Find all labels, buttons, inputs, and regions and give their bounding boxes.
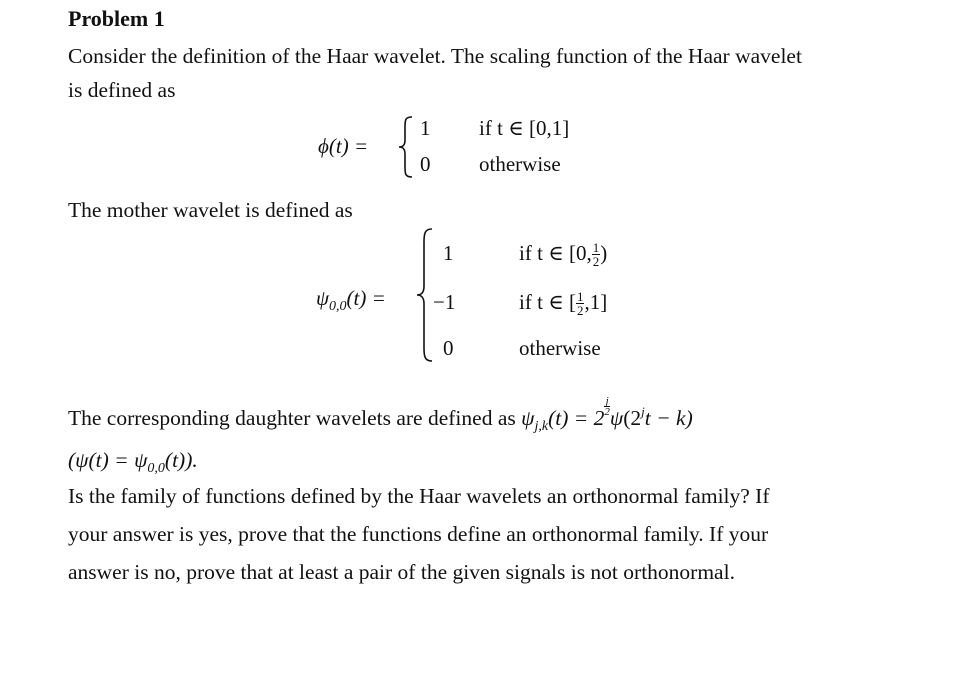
intro-line-2: is defined as: [68, 78, 176, 102]
psi-case2-condition: if t ∈ [ $\frac{1}{2}$ ,1]: [519, 289, 608, 318]
mother-wavelet-text: The mother wavelet is defined as: [68, 198, 353, 222]
question-line-1: Is the family of functions defined by the Haar wavelets an orthonormal family? If: [68, 484, 770, 508]
intro-line-1: Consider the definition of the Haar wavelet. The scaling function of the Haar wavelet: [68, 44, 802, 68]
psi-lhs-tail: (t) =: [346, 286, 386, 310]
fraction-half: $\frac{1}{2}$: [576, 289, 584, 318]
phi-case1-value: 1: [420, 116, 431, 140]
psi-case1-condition: if t ∈ [0, $\frac{1}{2}$ ): [519, 240, 608, 269]
problem-title: Problem 1: [68, 6, 165, 31]
phi-brace: [398, 116, 414, 178]
psi-case3-condition: otherwise: [519, 336, 601, 360]
question-line-2: your answer is yes, prove that the functions define an orthonormal family. If your: [68, 522, 769, 546]
daughter-wavelet-line: The corresponding daughter wavelets are defined as $\psi_{j,k}(t) = 2$ $\frac{j}{2}$ $\psi(2^jt - k)$: [68, 395, 693, 434]
fraction-half: $\frac{1}{2}$: [592, 240, 600, 269]
question-line-3: answer is no, prove that at least a pair of the given signals is not orthonormal.: [68, 560, 735, 584]
psi-symbol: ψ: [316, 286, 330, 310]
psi-subscript: 0,0: [329, 299, 347, 314]
psi-case1-value: 1: [443, 241, 454, 265]
psi-case3-value: 0: [443, 336, 454, 360]
phi-case2-condition: otherwise: [479, 152, 561, 176]
phi-case2-value: 0: [420, 152, 431, 176]
phi-case1-condition: if t ∈ [0,1]: [479, 116, 570, 140]
psi-case2-value: −1: [433, 290, 456, 314]
psi-definition-line: $(\psi(t) = \psi_{0,0}(t))$.: [68, 448, 198, 476]
phi-lhs: ϕ(t) =: [318, 134, 369, 158]
psi-brace: [416, 228, 434, 362]
exponent-j-over-2: $\frac{j}{2}$: [604, 395, 610, 418]
psi-lhs: [316, 286, 386, 315]
